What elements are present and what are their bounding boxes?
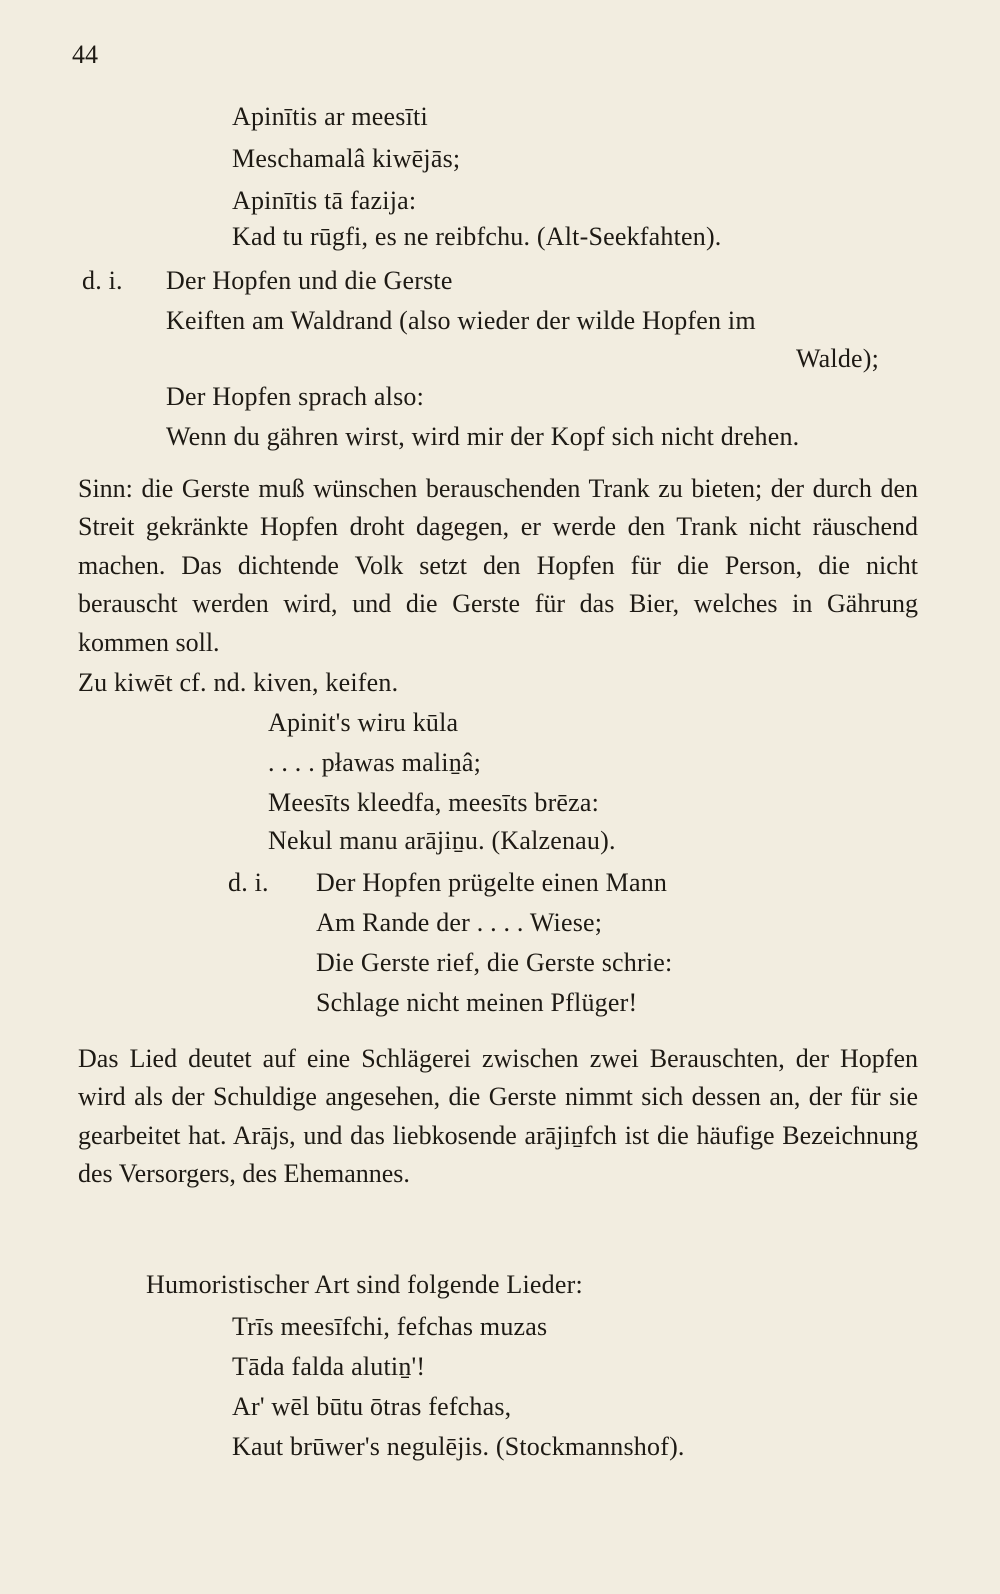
poem2-line: Apinit's wiru kūla [268, 708, 459, 737]
commentary-text: Sinn: die Gerste muß wünschen berauschenden Trank zu bieten; der durch den Streit gekränkte Hopfen droht dagegen, er werde den Trank nicht räuschend machen. Das dichtende Volk setzt den Hopfen für die Person, die nicht berauscht werden wird, und die Gerste für das Bier, welches in Gährung kommen soll. [78, 474, 918, 657]
translation-label: d. i. [82, 266, 123, 295]
page-number: 44 [72, 40, 98, 69]
poem2-line: . . . . pławas maliṉâ; [268, 748, 482, 777]
poem2-line: Nekul manu arājiṉu. (Kalzenau). [268, 826, 616, 855]
translation1-line: Der Hopfen und die Gerste [166, 266, 453, 295]
translation-label: d. i. [228, 868, 269, 897]
translation1-line: Walde); [796, 344, 880, 373]
poem2-line: Meesīts kleedfa, meesīts brēza: [268, 788, 600, 817]
translation2-line: Schlage nicht meinen Pflüger! [316, 988, 638, 1017]
translation2-line: Die Gerste rief, die Gerste schrie: [316, 948, 673, 977]
translation1-line: Der Hopfen sprach also: [166, 382, 425, 411]
poem3-line: Tāda falda alutiṉ'! [232, 1352, 426, 1381]
translation1-line: Keiften am Waldrand (also wieder der wilde Hopfen im [166, 306, 756, 335]
poem3-line: Trīs meesīfchi, fefchas muzas [232, 1312, 548, 1341]
commentary-text: Das Lied deutet auf eine Schlägerei zwischen zwei Berauschten, der Hopfen wird als der Schuldige angesehen, die Gerste nimmt sich dessen an, der für sie gearbeitet hat. Arājs, und das liebkosende arājiṉfch ist die häufige Bezeichnung des Versorgers, des Ehemannes. [78, 1044, 918, 1189]
poem1-line: Meschamalâ kiwējās; [232, 144, 461, 173]
commentary-paragraph [78, 1040, 918, 1194]
poem1-line: Apinītis tā fazija: [232, 186, 417, 215]
translation2-line: Der Hopfen prügelte einen Mann [316, 868, 668, 897]
section-intro: Humoristischer Art sind folgende Lieder: [146, 1270, 583, 1299]
commentary-paragraph [78, 470, 918, 662]
poem1-line: Kad tu rūgfi, es ne reibfchu. (Alt-Seekfahten). [232, 222, 722, 251]
poem3-line: Ar' wēl būtu ōtras fefchas, [232, 1392, 512, 1421]
translation1-line: Wenn du gähren wirst, wird mir der Kopf sich nicht drehen. [166, 422, 800, 451]
etymology-note: Zu kiwēt cf. nd. kiven, keifen. [78, 668, 399, 697]
poem3-line: Kaut brūwer's negulējis. (Stockmannshof). [232, 1432, 685, 1461]
translation2-line: Am Rande der . . . . Wiese; [316, 908, 603, 937]
poem1-line: Apinītis ar meesīti [232, 102, 428, 131]
